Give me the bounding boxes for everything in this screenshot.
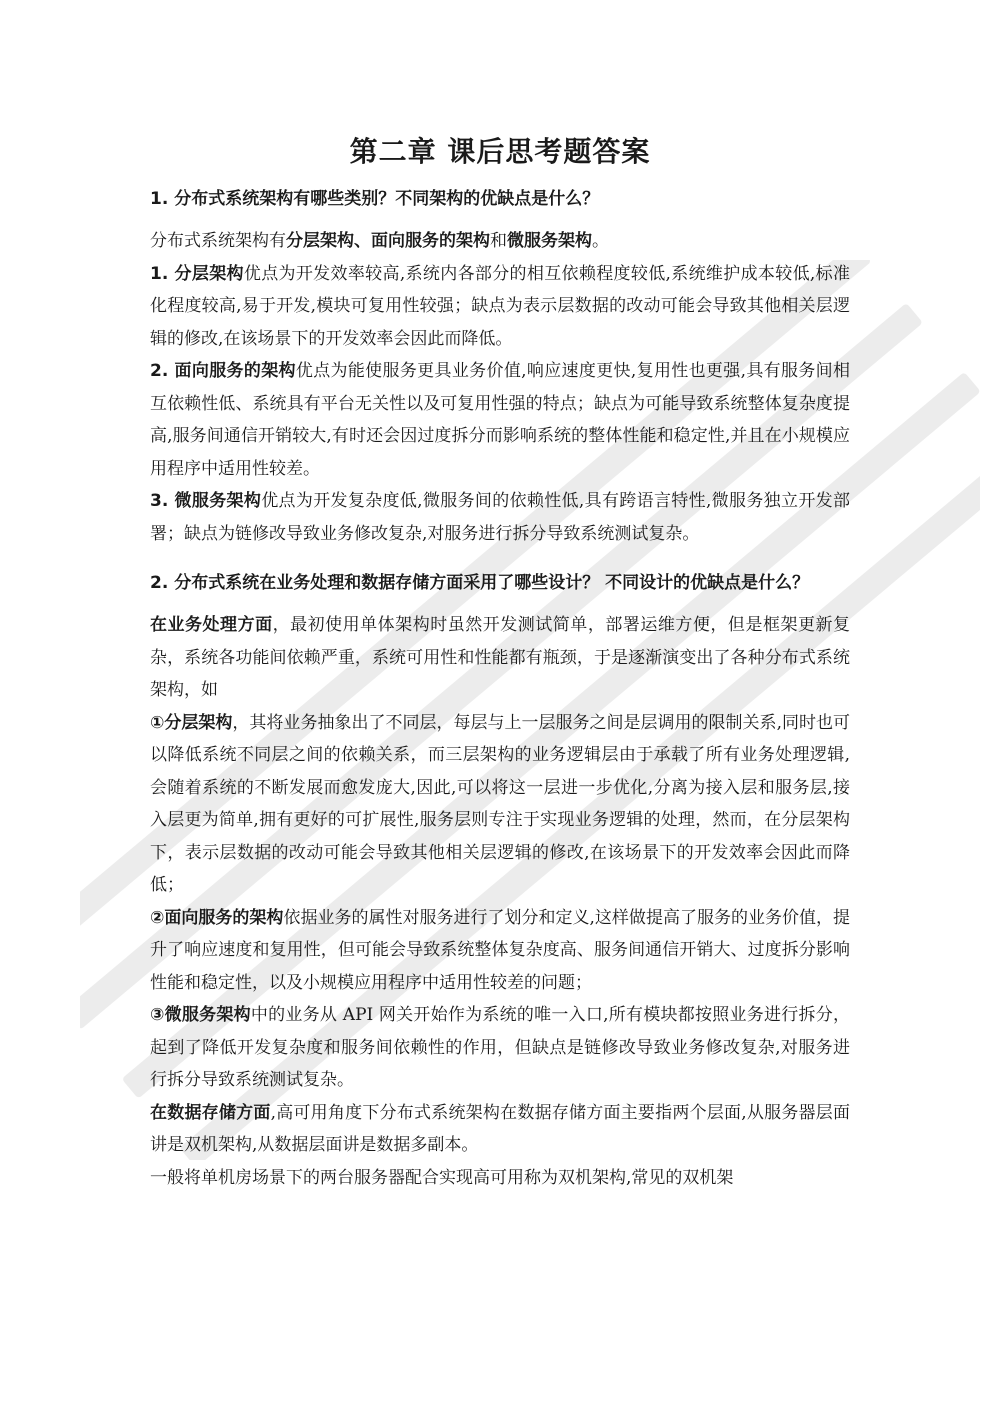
q2-storage-text: ,高可用角度下分布式系统架构在数据存储方面主要指两个层面,从服务器层面讲是双机架构,从数据层面讲是数据多副本。 xyxy=(150,1102,851,1155)
question-1: 1. 分布式系统架构有哪些类别？不同架构的优缺点是什么？ xyxy=(150,189,600,209)
q2-item-text: 依据业务的属性对服务进行了划分和定义,这样做提高了服务的业务价值，提升了响应速度和复用性，但可能会导致系统整体复杂度高、服务间通信开销大、过度拆分影响性能和稳定性，以及小规模应用程序中适用性较差的问题； xyxy=(150,907,850,993)
q2-item-soa xyxy=(150,902,850,1000)
q2-item-text: 中的业务从 API 网关开始作为系统的唯一入口,所有模块都按照业务进行拆分，起到了降低开发复杂度和服务间依赖性的作用，但缺点是链修改导致业务修改复杂,对服务进行拆分导致系统测试复杂。 xyxy=(150,1005,850,1090)
q2-item-head: ③微服务架构 xyxy=(150,1005,251,1025)
q2-storage-head: 在数据存储方面 xyxy=(150,1102,271,1123)
q1-item-head: 3. 微服务架构 xyxy=(150,491,262,511)
q2-item-text: ，其将业务抽象出了不同层，每层与上一层服务之间是层调用的限制关系,同时也可以降低系统不同层之间的依赖关系，而三层架构的业务逻辑层由于承载了所有业务处理逻辑,会随着系统的不断发展而愈发庞大,因此,可以将这一层进一步优化,分离为接入层和服务层,接入层更为简单,拥有更好的可扩展性,服务层则专注于实现业务逻辑的处理，然而，在分层架构下，表示层数据的改动可能会导致其他相关层逻辑的修改,在该场景下的开发效率会因此而降低； xyxy=(150,712,850,895)
q1-intro-text-2: 和 xyxy=(490,231,507,251)
q1-intro-text-1: 分布式系统架构有 xyxy=(150,231,286,251)
q2-item-head: ①分层架构 xyxy=(150,712,233,733)
q2-storage xyxy=(150,1097,850,1162)
document-page xyxy=(150,120,850,1194)
q1-item-text: 优点为能使服务更具业务价值,响应速度更快,复用性也更强,具有服务间相互依赖性低、系统具有平台无关性以及可复用性强的特点；缺点为可能导致系统整体复杂度提高,服务间通信开销较大,有时还会因过度拆分而影响系统的整体性能和稳定性,并且在小规模应用程序中适用性较差。 xyxy=(150,361,850,479)
q1-intro-bold-1: 分层架构、面向服务的架构 xyxy=(286,231,490,251)
q2-last-line: 一般将单机房场景下的两台服务器配合实现高可用称为双机架构,常见的双机架 xyxy=(150,1167,734,1188)
q1-item-text: 优点为开发效率较高,系统内各部分的相互依赖程度较低,系统维护成本较低,标准化程度较高,易于开发,模块可复用性较强；缺点为表示层数据的改动可能会导致其他相关层逻辑的修改,在该场景下的开发效率会因此而降低。 xyxy=(150,263,850,349)
q2-business xyxy=(150,609,850,707)
q1-item-soa xyxy=(150,355,850,485)
q1-item-microservice xyxy=(150,485,850,550)
q1-item-layered xyxy=(150,258,850,356)
q1-intro-bold-2: 微服务架构 xyxy=(507,231,592,251)
q2-item-head: ②面向服务的架构 xyxy=(150,907,284,928)
q2-business-head: 在业务处理方面 xyxy=(150,615,273,635)
q1-intro xyxy=(150,225,850,258)
q1-item-head: 2. 面向服务的架构 xyxy=(150,361,296,381)
q2-business-text: ，最初使用单体架构时虽然开发测试简单，部署运维方便，但是框架更新复杂，系统各功能间依赖严重，系统可用性和性能都有瓶颈，于是逐渐演变出了各种分布式系统架构，如 xyxy=(150,615,851,700)
q2-item-microservice xyxy=(150,999,850,1097)
page-title: 第二章 课后思考题答案 xyxy=(349,135,651,168)
q1-intro-text-3: 。 xyxy=(592,231,609,251)
question-2: 2. 分布式系统在业务处理和数据存储方面采用了哪些设计？ 不同设计的优缺点是什么？ xyxy=(150,573,810,593)
q1-item-text: 优点为开发复杂度低,微服务间的依赖性低,具有跨语言特性,微服务独立开发部署；缺点为链修改导致业务修改复杂,对服务进行拆分导致系统测试复杂。 xyxy=(150,491,850,544)
q1-item-head: 1. 分层架构 xyxy=(150,263,244,284)
q2-item-layered xyxy=(150,707,850,902)
